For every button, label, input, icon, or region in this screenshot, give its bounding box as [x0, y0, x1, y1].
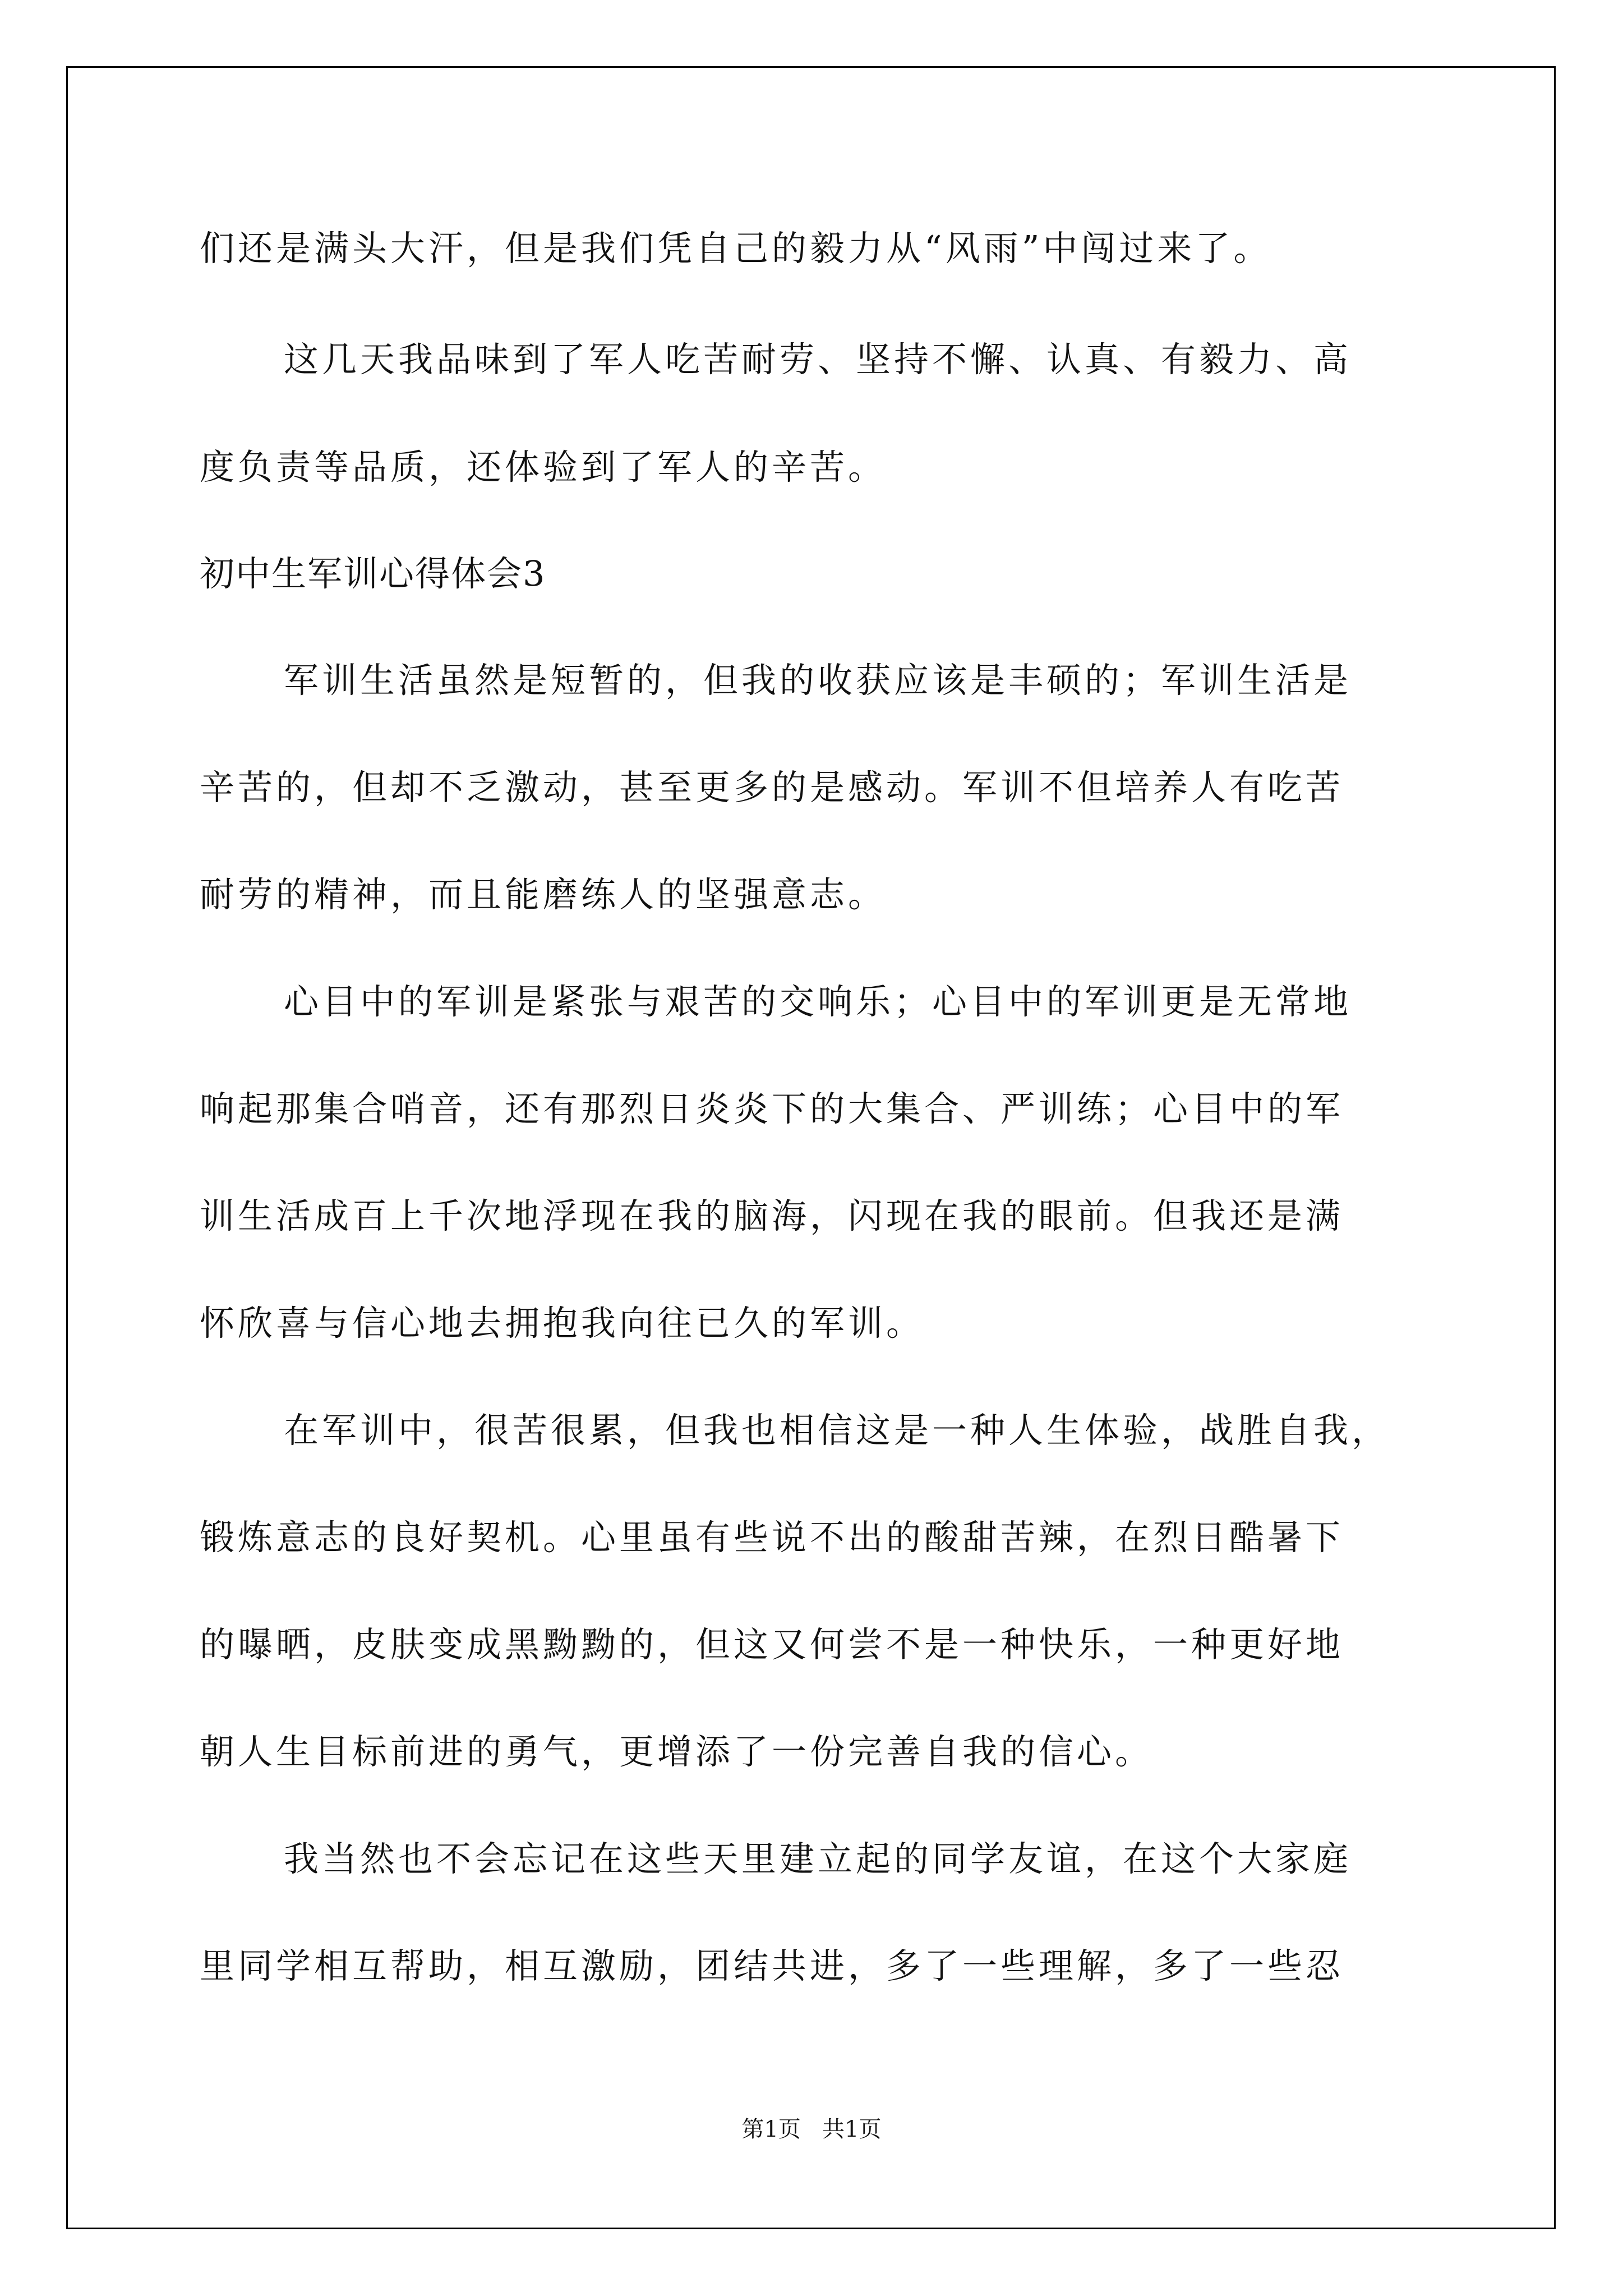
paragraph-line: 军训生活虽然是短暂的，但我的收获应该是丰硕的；军训生活是	[284, 660, 1352, 701]
paragraph-line: 里同学相互帮助，相互激励，团结共进，多了一些理解，多了一些忍	[200, 1945, 1344, 1986]
paragraph-line: 训生活成百上千次地浮现在我的脑海，闪现在我的眼前。但我还是满	[200, 1195, 1344, 1236]
paragraph-line: 这几天我品味到了军人吃苦耐劳、坚持不懈、认真、有毅力、高	[284, 339, 1352, 380]
section-heading: 初中生军训心得体会3	[200, 553, 546, 594]
paragraph-line: 我当然也不会忘记在这些天里建立起的同学友谊，在这个大家庭	[284, 1838, 1352, 1879]
paragraph-line: 耐劳的精神，而且能磨练人的坚强意志。	[200, 874, 887, 915]
paragraph-line: 在军训中，很苦很累，但我也相信这是一种人生体验，战胜自我，	[284, 1410, 1390, 1451]
paragraph-line: 响起那集合哨音，还有那烈日炎炎下的大集合、严训练；心目中的军	[200, 1088, 1344, 1129]
paragraph-line: 们还是满头大汗，但是我们凭自己的毅力从“风雨”中闯过来了。	[200, 228, 1272, 269]
paragraph-line: 朝人生目标前进的勇气，更增添了一份完善自我的信心。	[200, 1731, 1154, 1772]
paragraph-line: 辛苦的，但却不乏激动，甚至更多的是感动。军训不但培养人有吃苦	[200, 767, 1344, 808]
page-border	[66, 66, 1556, 2229]
page-number: 第1页 共1页	[741, 2116, 882, 2142]
paragraph-line: 锻炼意志的良好契机。心里虽有些说不出的酸甜苦辣，在烈日酷暑下	[200, 1517, 1344, 1558]
paragraph-line: 度负责等品质，还体验到了军人的辛苦。	[200, 447, 887, 487]
paragraph-line: 心目中的军训是紧张与艰苦的交响乐；心目中的军训更是无常地	[284, 981, 1352, 1022]
paragraph-line: 的曝晒，皮肤变成黑黝黝的，但这又何尝不是一种快乐，一种更好地	[200, 1624, 1344, 1665]
paragraph-line: 怀欣喜与信心地去拥抱我向往已久的军训。	[200, 1303, 925, 1343]
